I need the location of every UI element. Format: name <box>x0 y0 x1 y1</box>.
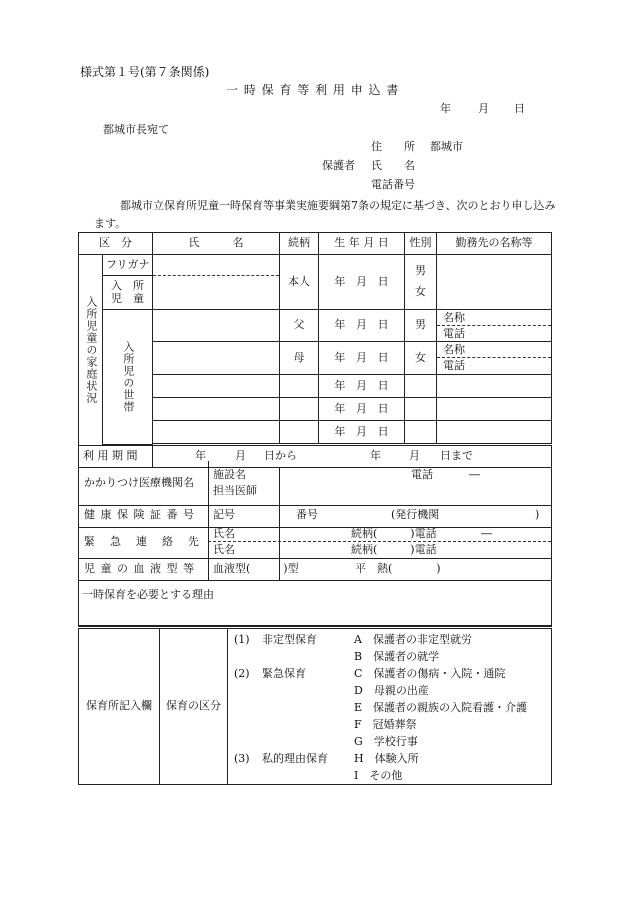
care-type-name <box>262 716 354 733</box>
care-type-row <box>234 648 551 665</box>
child-workplace[interactable] <box>437 255 552 310</box>
date-day-label: 日 <box>514 102 525 115</box>
page-title: 一 時 保 育 等 利 用 申 込 書 <box>226 83 400 97</box>
guardian-label: 保護者 <box>322 159 355 172</box>
insurance-issuer-label: (発行機関 <box>391 508 440 521</box>
care-type-number <box>234 699 262 716</box>
care-reason[interactable]: D 母親の出産 <box>354 684 429 697</box>
usage-period-label: 利 用 期 間 <box>79 445 153 467</box>
care-type-number <box>234 682 262 699</box>
header-relation: 続柄 <box>280 233 319 255</box>
child-label-cell <box>103 255 153 310</box>
care-type-number: (3) <box>234 752 250 765</box>
care-type-row <box>234 682 551 699</box>
blood-label: 児 童 の 血 液 型 等 <box>84 562 195 575</box>
mother-name-field[interactable] <box>153 342 280 375</box>
father-relation: 父 <box>280 310 319 342</box>
label-field-divider <box>208 461 209 580</box>
care-reason[interactable]: E 保護者の親族の入院看護・介護 <box>354 701 528 714</box>
member-name-field[interactable] <box>153 398 280 421</box>
care-type-name <box>262 648 354 665</box>
father-name-field[interactable] <box>153 310 280 342</box>
family-status-label: 入所児童の家庭状況 <box>79 255 103 446</box>
clinic-facility-label: 施設名 <box>213 468 246 481</box>
gender-male[interactable]: 男 <box>415 264 426 278</box>
father-company-phone[interactable]: 電話 <box>437 325 551 341</box>
mother-birthdate[interactable]: 年 月 日 <box>319 342 405 375</box>
emergency-relation-1[interactable]: 続柄( )電話 <box>351 527 437 540</box>
header-name: 氏 名 <box>153 233 280 255</box>
care-type-name: 私的理由保育 <box>262 752 328 765</box>
date-year-label: 年 <box>440 102 451 115</box>
usage-period-field[interactable]: 年 月 日から 年 月 日まで <box>153 445 552 467</box>
header-birthdate: 生 年 月 日 <box>319 233 405 255</box>
insurance-symbol-label: 記号 <box>213 508 235 521</box>
form-number: 様式第１号(第７条関係) <box>80 65 210 79</box>
insurance-close-paren: ) <box>535 508 540 521</box>
care-type-name <box>262 733 354 750</box>
office-table <box>78 628 552 785</box>
emergency-name-2[interactable]: 氏名 <box>213 543 235 556</box>
household-member-row: 年 月 日 <box>79 375 552 398</box>
mother-workplace[interactable] <box>437 342 552 375</box>
addressee: 都城市長宛て <box>103 123 169 136</box>
mother-company-name[interactable]: 名称 <box>443 343 465 356</box>
reason-label: 一時保育を必要とする理由 <box>82 587 214 601</box>
emergency-divider <box>208 541 551 542</box>
address-value: 都城市 <box>430 140 463 153</box>
intro-text: 都城市立保育所児童一時保育等事業実施要綱第7条の規定に基づき、次のとおり申し込みます。 <box>94 199 556 230</box>
clinic-phone-label: 電話 <box>411 468 433 481</box>
mother-relation: 母 <box>280 342 319 375</box>
care-type-name: 非定型保育 <box>262 633 317 646</box>
child-gender[interactable] <box>405 255 437 310</box>
mother-gender: 女 <box>405 342 437 375</box>
care-type-number <box>234 716 262 733</box>
care-type-number: (1) <box>234 633 250 646</box>
household-member-row: 年 月 日 <box>79 398 552 421</box>
child-name-cell[interactable] <box>153 255 280 310</box>
clinic-label-text: かかりつけ医療機関名 <box>84 476 194 489</box>
child-relation: 本人 <box>280 255 319 310</box>
office-use-label: 保育所記入欄 <box>79 629 160 785</box>
mother-company-phone[interactable]: 電話 <box>437 357 551 374</box>
household-member-row: 年 月 日 <box>79 421 552 444</box>
insurance-number-label: 番号 <box>296 508 318 521</box>
blood-type-field[interactable]: 血液型( )型 <box>213 562 299 575</box>
member-relation-field[interactable] <box>280 398 319 421</box>
care-reason[interactable]: A 保護者の非定型就労 <box>354 633 472 646</box>
body-temperature-field[interactable]: 平 熱( ) <box>355 562 441 575</box>
care-reason[interactable]: C 保護者の傷病・入院・通院 <box>354 667 506 680</box>
care-type-name <box>262 699 354 716</box>
care-type-row <box>234 767 551 784</box>
care-reason[interactable]: B 保護者の就学 <box>354 650 440 663</box>
member-name-field[interactable] <box>153 375 280 398</box>
father-gender: 男 <box>405 310 437 342</box>
care-type-number: (2) <box>234 667 250 680</box>
clinic-doctor-label: 担当医師 <box>213 484 257 497</box>
father-workplace[interactable] <box>437 310 552 342</box>
guardian-name-label: 氏 名 <box>371 159 415 172</box>
care-type-number <box>234 767 262 784</box>
care-reason[interactable]: I その他 <box>354 769 403 782</box>
child-birthdate[interactable]: 年 月 日 <box>319 255 405 310</box>
care-type-number <box>234 733 262 750</box>
header-category: 区 分 <box>79 233 153 255</box>
insurance-label: 健 康 保 険 証 番 号 <box>84 508 195 521</box>
address-label: 住 所 <box>371 140 415 153</box>
gender-female[interactable]: 女 <box>415 285 426 298</box>
member-relation-field[interactable] <box>280 421 319 444</box>
care-reason[interactable]: G 学校行事 <box>354 735 418 748</box>
child-furigana-field[interactable] <box>153 255 279 275</box>
care-category-list <box>228 629 552 785</box>
care-type-row <box>234 716 551 733</box>
household-label: 入所児の世帯 <box>103 310 153 445</box>
care-type-name <box>262 682 354 699</box>
emergency-relation-2[interactable]: 続柄( )電話 <box>351 543 437 556</box>
care-type-row <box>234 631 551 648</box>
care-reason[interactable]: F 冠婚葬祭 <box>354 718 417 731</box>
date-month-label: 月 <box>478 102 489 115</box>
care-type-name <box>262 767 354 784</box>
reason-field[interactable] <box>79 580 552 626</box>
furigana-label: フリガナ <box>106 258 150 271</box>
member-relation-field[interactable] <box>280 375 319 398</box>
child-name-field[interactable] <box>153 275 279 309</box>
care-type-row <box>234 750 551 767</box>
emergency-label: 緊 急 連 絡 先 <box>84 535 201 548</box>
care-type-number <box>234 648 262 665</box>
emergency-dash-1: ― <box>481 527 492 540</box>
care-category-label: 保育の区分 <box>160 629 228 785</box>
care-reason[interactable]: H 体験入所 <box>354 752 419 765</box>
child-label: 入 所 児 童 <box>111 278 144 305</box>
care-type-row <box>234 699 551 716</box>
header-workplace: 勤務先の名称等 <box>437 233 552 255</box>
father-birthdate[interactable]: 年 月 日 <box>319 310 405 342</box>
member-name-field[interactable] <box>153 421 280 444</box>
emergency-name-1[interactable]: 氏名 <box>213 527 235 540</box>
care-type-row <box>234 733 551 750</box>
care-type-row <box>234 665 551 682</box>
header-gender: 性別 <box>405 233 437 255</box>
father-company-name[interactable]: 名称 <box>443 311 465 324</box>
clinic-phone-dash: ― <box>469 468 480 481</box>
care-type-name: 緊急保育 <box>262 667 306 680</box>
guardian-phone-label: 電話番号 <box>371 178 415 191</box>
